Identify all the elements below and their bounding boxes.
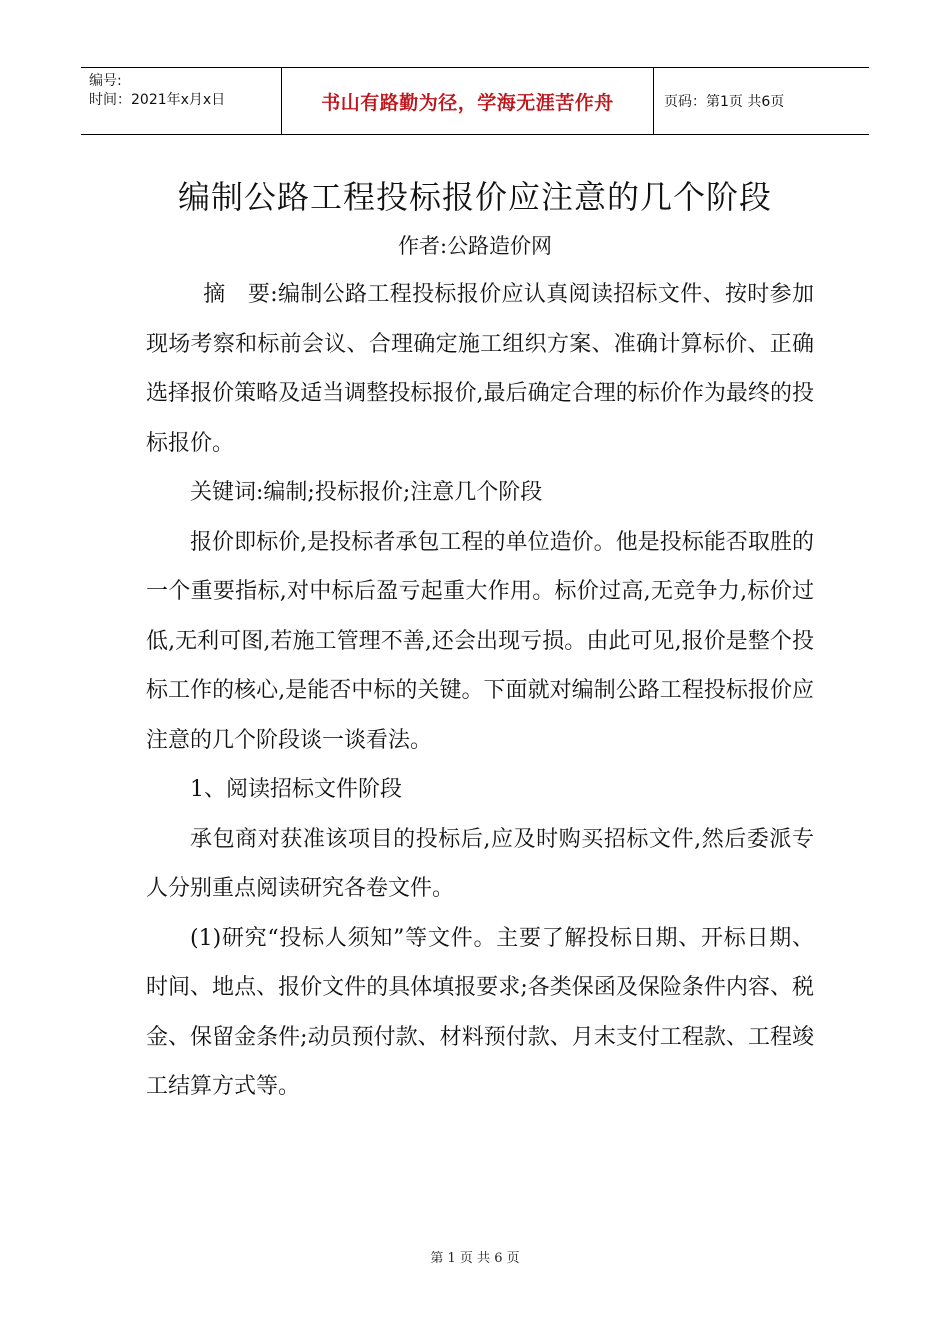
page-header (81, 67, 869, 135)
header-motto: 书山有路勤为径，学海无涯苦作舟 (281, 68, 654, 134)
header-meta (81, 68, 281, 134)
keywords-paragraph: 关键词:编制;投标报价;注意几个阶段 (190, 480, 543, 505)
document-body (146, 270, 814, 1112)
page-footer: 第 1 页 共 6 页 (430, 1251, 520, 1266)
document-date: 时间：2021年x月x日 (89, 92, 226, 108)
abstract-paragraph: 摘 要:编制公路工程投标报价应认真阅读招标文件、按时参加现场考察和标前会议、合理确定施工组织方案、准确计算标价、正确选择报价策略及适当调整投标报价,最后确定合理的标价作为最终的投标报价。 (146, 282, 814, 456)
document-title: 编制公路工程投标报价应注意的几个阶段 (177, 178, 772, 216)
body-paragraph: 报价即标价,是投标者承包工程的单位造价。他是投标能否取胜的一个重要指标,对中标后盈亏起重大作用。标价过高,无竞争力,标价过低,无利可图,若施工管理不善,还会出现亏损。由此可见,报价是整个投标工作的核心,是能否中标的关键。下面就对编制公路工程投标报价应注意的几个阶段谈一谈看法。 (146, 529, 814, 753)
body-paragraph: (1)研究“投标人须知”等文件。主要了解投标日期、开标日期、时间、地点、报价文件的具体填报要求;各类保函及保险条件内容、税金、保留金条件;动员预付款、材料预付款、月末支付工程款、工程竣工结算方式等。 (146, 925, 814, 1099)
document-number-label: 编号: (89, 73, 122, 89)
section-heading: 1、阅读招标文件阶段 (190, 777, 402, 802)
header-page-info: 页码：第1页 共6页 (664, 94, 785, 110)
body-paragraph: 承包商对获准该项目的投标后,应及时购买招标文件,然后委派专人分别重点阅读研究各卷文件。 (146, 826, 814, 901)
document-author: 作者:公路造价网 (397, 234, 553, 258)
